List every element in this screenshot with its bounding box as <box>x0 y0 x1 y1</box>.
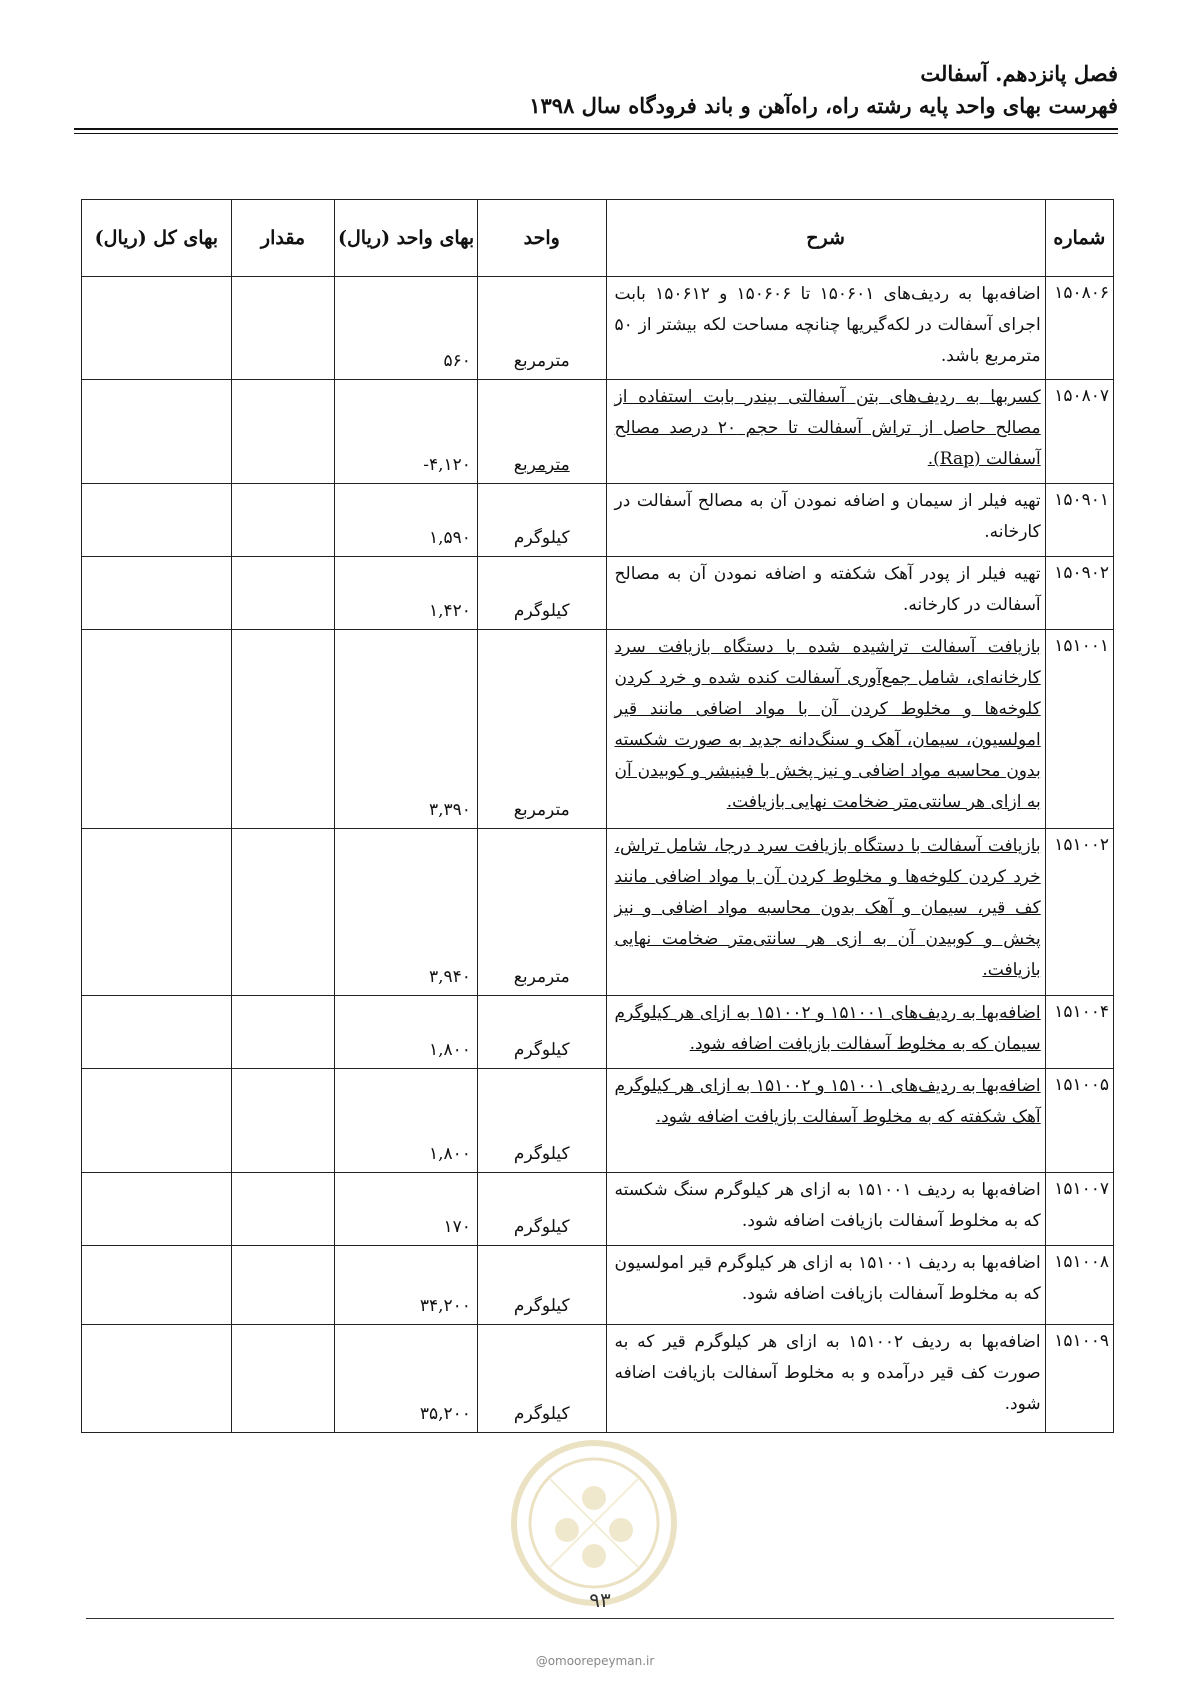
row-unit: مترمربع <box>477 829 606 996</box>
row-unit: کیلوگرم <box>477 996 606 1069</box>
row-unit: مترمربع <box>477 380 606 484</box>
row-quantity <box>231 484 335 557</box>
row-quantity <box>231 1325 335 1433</box>
row-unit-price: ۳,۳۹۰ <box>335 630 478 829</box>
row-quantity <box>231 996 335 1069</box>
row-code: ۱۵۱۰۰۲ <box>1045 829 1113 996</box>
row-description: بازیافت آسفالت با دستگاه بازیافت سرد درجا، شامل تراش، خرد کردن کلوخه‌ها و مخلوط کردن آن با مواد اضافی مانند کف قیر، سیمان و آهک بدون محاسبه مواد اضافی و نیز پخش و کوبیدن آن به ازی هر سانتی‌متر ضخامت نهایی بازیافت. <box>606 829 1045 996</box>
header-rule-thick <box>74 128 1118 130</box>
chapter-title: فصل پانزدهم. آسفالت <box>920 61 1118 86</box>
row-total <box>82 630 232 829</box>
page-header <box>78 58 1118 122</box>
table-row <box>82 1173 1114 1246</box>
row-description: کسربها به ردیف‌های بتن آسفالتی بیندر بابت استفاده از مصالح حاصل از تراش آسفالت تا حجم ۲۰ درصد مصالح آسفالت (Rap). <box>606 380 1045 484</box>
row-quantity <box>231 380 335 484</box>
row-unit-price: ۱,۴۲۰ <box>335 557 478 630</box>
row-total <box>82 484 232 557</box>
row-quantity <box>231 1069 335 1173</box>
table-row <box>82 1325 1114 1433</box>
header-code: شماره <box>1045 200 1113 277</box>
row-unit-price: ۵۶۰ <box>335 277 478 380</box>
price-table <box>81 199 1114 1433</box>
row-total <box>82 829 232 996</box>
row-unit: کیلوگرم <box>477 557 606 630</box>
row-quantity <box>231 829 335 996</box>
row-quantity <box>231 1246 335 1325</box>
row-quantity <box>231 1173 335 1246</box>
table-row <box>82 277 1114 380</box>
row-unit-price: ۳۴,۲۰۰ <box>335 1246 478 1325</box>
row-unit-price: -۴,۱۲۰ <box>335 380 478 484</box>
row-code: ۱۵۰۹۰۱ <box>1045 484 1113 557</box>
row-code: ۱۵۱۰۰۷ <box>1045 1173 1113 1246</box>
row-unit: کیلوگرم <box>477 1069 606 1173</box>
row-description: اضافه‌بها به ردیف ۱۵۱۰۰۲ به ازای هر کیلوگرم قیر که به صورت کف قیر درآمده و به مخلوط آسفالت بازیافت اضافه شود. <box>606 1325 1045 1433</box>
row-code: ۱۵۰۸۰۷ <box>1045 380 1113 484</box>
document-title: فهرست بهای واحد پایه رشته راه، راه‌آهن و باند فرودگاه سال ۱۳۹۸ <box>529 93 1118 118</box>
row-code: ۱۵۰۹۰۲ <box>1045 557 1113 630</box>
row-total <box>82 277 232 380</box>
page-number: ۹۳ <box>589 1588 611 1612</box>
row-description: اضافه‌بها به ردیف‌های ۱۵۱۰۰۱ و ۱۵۱۰۰۲ به ازای هر کیلوگرم آهک شکفته که به مخلوط آسفالت بازیافت اضافه شود. <box>606 1069 1045 1173</box>
row-unit: مترمربع <box>477 277 606 380</box>
row-description: بازیافت آسفالت تراشیده شده با دستگاه بازیافت سرد کارخانه‌ای، شامل جمع‌آوری آسفالت کنده شده و خرد کردن کلوخه‌ها و مخلوط کردن آن با مواد اضافی مانند قیر امولسیون، سیمان، آهک و سنگ‌دانه جدید به صورت شکسته بدون محاسبه مواد اضافی و نیز پخش با فینیشر و کوبیدن آن به ازای هر سانتی‌متر ضخامت نهایی بازیافت. <box>606 630 1045 829</box>
row-unit-price: ۱,۸۰۰ <box>335 1069 478 1173</box>
row-description: اضافه‌بها به ردیف ۱۵۱۰۰۱ به ازای هر کیلوگرم سنگ شکسته که به مخلوط آسفالت بازیافت اضافه شود. <box>606 1173 1045 1246</box>
table-row <box>82 996 1114 1069</box>
header-unit-price: بهای واحد (ریال) <box>335 200 478 277</box>
row-unit-price: ۱۷۰ <box>335 1173 478 1246</box>
header-quantity: مقدار <box>231 200 335 277</box>
row-description: تهیه فیلر از سیمان و اضافه نمودن آن به مصالح آسفالت در کارخانه. <box>606 484 1045 557</box>
row-description: اضافه‌بها به ردیف‌های ۱۵۱۰۰۱ و ۱۵۱۰۰۲ به ازای هر کیلوگرم سیمان که به مخلوط آسفالت بازیافت اضافه شود. <box>606 996 1045 1069</box>
row-total <box>82 1246 232 1325</box>
watermark-seal <box>509 1438 679 1608</box>
header-description: شرح <box>606 200 1045 277</box>
table-row <box>82 1069 1114 1173</box>
table-row <box>82 380 1114 484</box>
row-total <box>82 380 232 484</box>
row-unit: کیلوگرم <box>477 1173 606 1246</box>
header-unit: واحد <box>477 200 606 277</box>
row-total <box>82 557 232 630</box>
row-unit: کیلوگرم <box>477 1246 606 1325</box>
row-quantity <box>231 557 335 630</box>
row-description: اضافه‌بها به ردیف‌های ۱۵۰۶۰۱ تا ۱۵۰۶۰۶ و ۱۵۰۶۱۲ بابت اجرای آسفالت در لکه‌گیریها چنانچه مساحت لکه بیشتر از ۵۰ مترمربع باشد. <box>606 277 1045 380</box>
header-rule-thin <box>74 133 1118 134</box>
table-header-row <box>82 200 1114 277</box>
row-unit-price: ۱,۵۹۰ <box>335 484 478 557</box>
row-code: ۱۵۱۰۰۸ <box>1045 1246 1113 1325</box>
row-quantity <box>231 277 335 380</box>
row-unit-price: ۱,۸۰۰ <box>335 996 478 1069</box>
table-row <box>82 557 1114 630</box>
row-unit: کیلوگرم <box>477 1325 606 1433</box>
row-description: تهیه فیلر از پودر آهک شکفته و اضافه نمودن آن به مصالح آسفالت در کارخانه. <box>606 557 1045 630</box>
row-code: ۱۵۱۰۰۱ <box>1045 630 1113 829</box>
row-total <box>82 1069 232 1173</box>
website-watermark: @omoorepeyman.ir <box>535 1654 655 1668</box>
row-description: اضافه‌بها به ردیف ۱۵۱۰۰۱ به ازای هر کیلوگرم قیر امولسیون که به مخلوط آسفالت بازیافت اضافه شود. <box>606 1246 1045 1325</box>
row-code: ۱۵۱۰۰۴ <box>1045 996 1113 1069</box>
table-row <box>82 1246 1114 1325</box>
row-total <box>82 1325 232 1433</box>
row-code: ۱۵۱۰۰۹ <box>1045 1325 1113 1433</box>
row-total <box>82 996 232 1069</box>
row-code: ۱۵۱۰۰۵ <box>1045 1069 1113 1173</box>
row-unit: مترمربع <box>477 630 606 829</box>
table-row <box>82 829 1114 996</box>
table-row <box>82 484 1114 557</box>
row-unit-price: ۳۵,۲۰۰ <box>335 1325 478 1433</box>
footer-rule <box>86 1618 1114 1619</box>
table-row <box>82 630 1114 829</box>
header-total: بهای کل (ریال) <box>82 200 232 277</box>
row-total <box>82 1173 232 1246</box>
row-code: ۱۵۰۸۰۶ <box>1045 277 1113 380</box>
row-quantity <box>231 630 335 829</box>
row-unit-price: ۳,۹۴۰ <box>335 829 478 996</box>
row-unit: کیلوگرم <box>477 484 606 557</box>
